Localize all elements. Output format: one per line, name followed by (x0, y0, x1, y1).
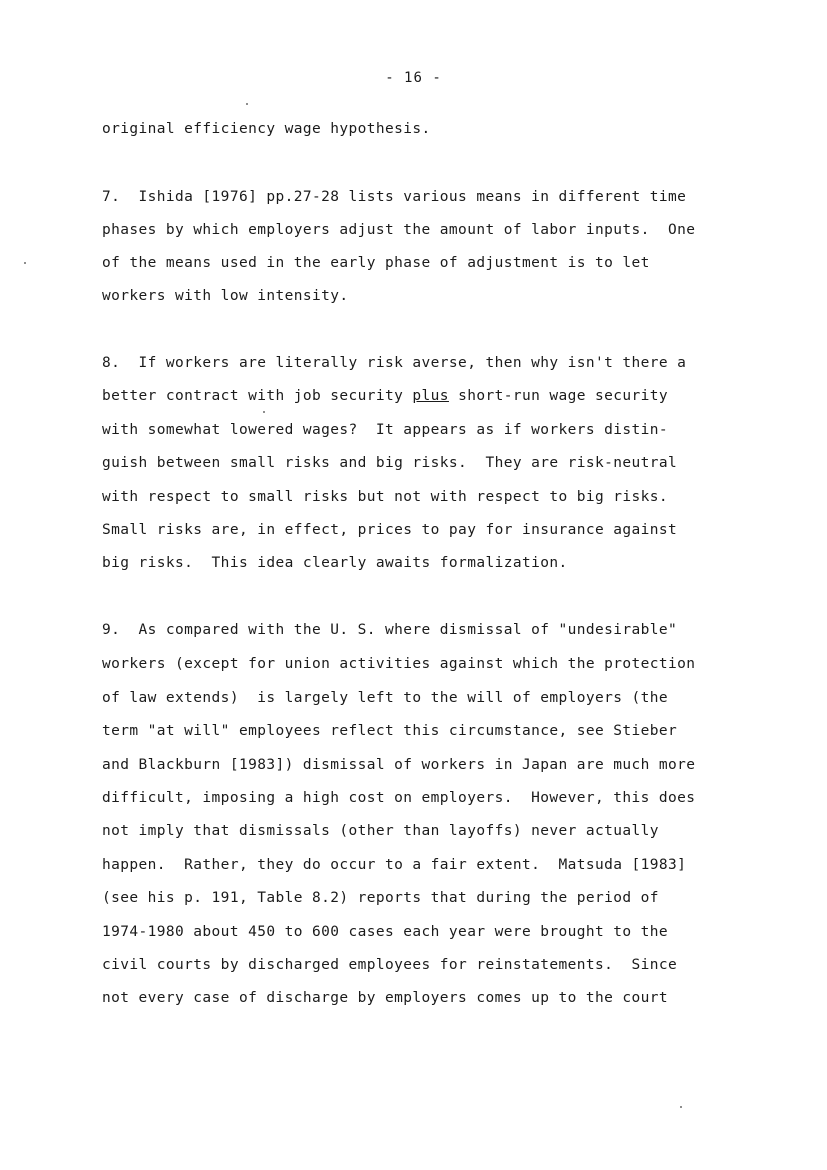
scan-speck (263, 411, 265, 413)
text-line: of the means used in the early phase of adjustment is to let (102, 255, 650, 271)
text-line: with somewhat lowered wages? It appears as if workers distin- (102, 422, 669, 438)
text-line: happen. Rather, they do occur to a fair extent. Matsuda [1983] (102, 857, 687, 873)
text-line: not imply that dismissals (other than layoffs) never actually (102, 823, 659, 839)
text-line: and Blackburn [1983]) dismissal of workers in Japan are much more (102, 757, 696, 773)
text-line: workers (except for union activities against which the protection (102, 656, 696, 672)
text-segment: better contract with job security (102, 388, 413, 404)
text-line: 1974-1980 about 450 to 600 cases each year were brought to the (102, 924, 669, 940)
text-line (102, 386, 668, 406)
text-line: original efficiency wage hypothesis. (102, 121, 431, 137)
scan-speck (246, 103, 248, 105)
text-line: workers with low intensity. (102, 288, 349, 304)
scan-speck (680, 1106, 682, 1108)
text-line: 8. If workers are literally risk averse, then why isn't there a (102, 355, 687, 371)
text-line: civil courts by discharged employees for reinstatements. Since (102, 957, 678, 973)
text-line: guish between small risks and big risks. They are risk-neutral (102, 455, 678, 471)
text-line: difficult, imposing a high cost on employers. However, this does (102, 790, 696, 806)
text-line: (see his p. 191, Table 8.2) reports that during the period of (102, 890, 659, 906)
text-line: 7. Ishida [1976] pp.27-28 lists various means in different time (102, 189, 687, 205)
text-line: phases by which employers adjust the amount of labor inputs. One (102, 222, 696, 238)
text-line: term "at will" employees reflect this circumstance, see Stieber (102, 723, 678, 739)
text-segment: short-run wage security (448, 388, 669, 404)
text-line: 9. As compared with the U. S. where dismissal of "undesirable" (102, 622, 678, 638)
scan-speck (24, 262, 26, 264)
text-line: big risks. This idea clearly awaits formalization. (102, 555, 568, 571)
text-line: with respect to small risks but not with respect to big risks. (102, 489, 669, 505)
text-line: Small risks are, in effect, prices to pay for insurance against (102, 522, 678, 538)
page-number: - 16 - (385, 70, 442, 86)
underlined-word: plus (412, 388, 449, 404)
text-line: not every case of discharge by employers comes up to the court (102, 990, 669, 1006)
text-line: of law extends) is largely left to the will of employers (the (102, 690, 669, 706)
